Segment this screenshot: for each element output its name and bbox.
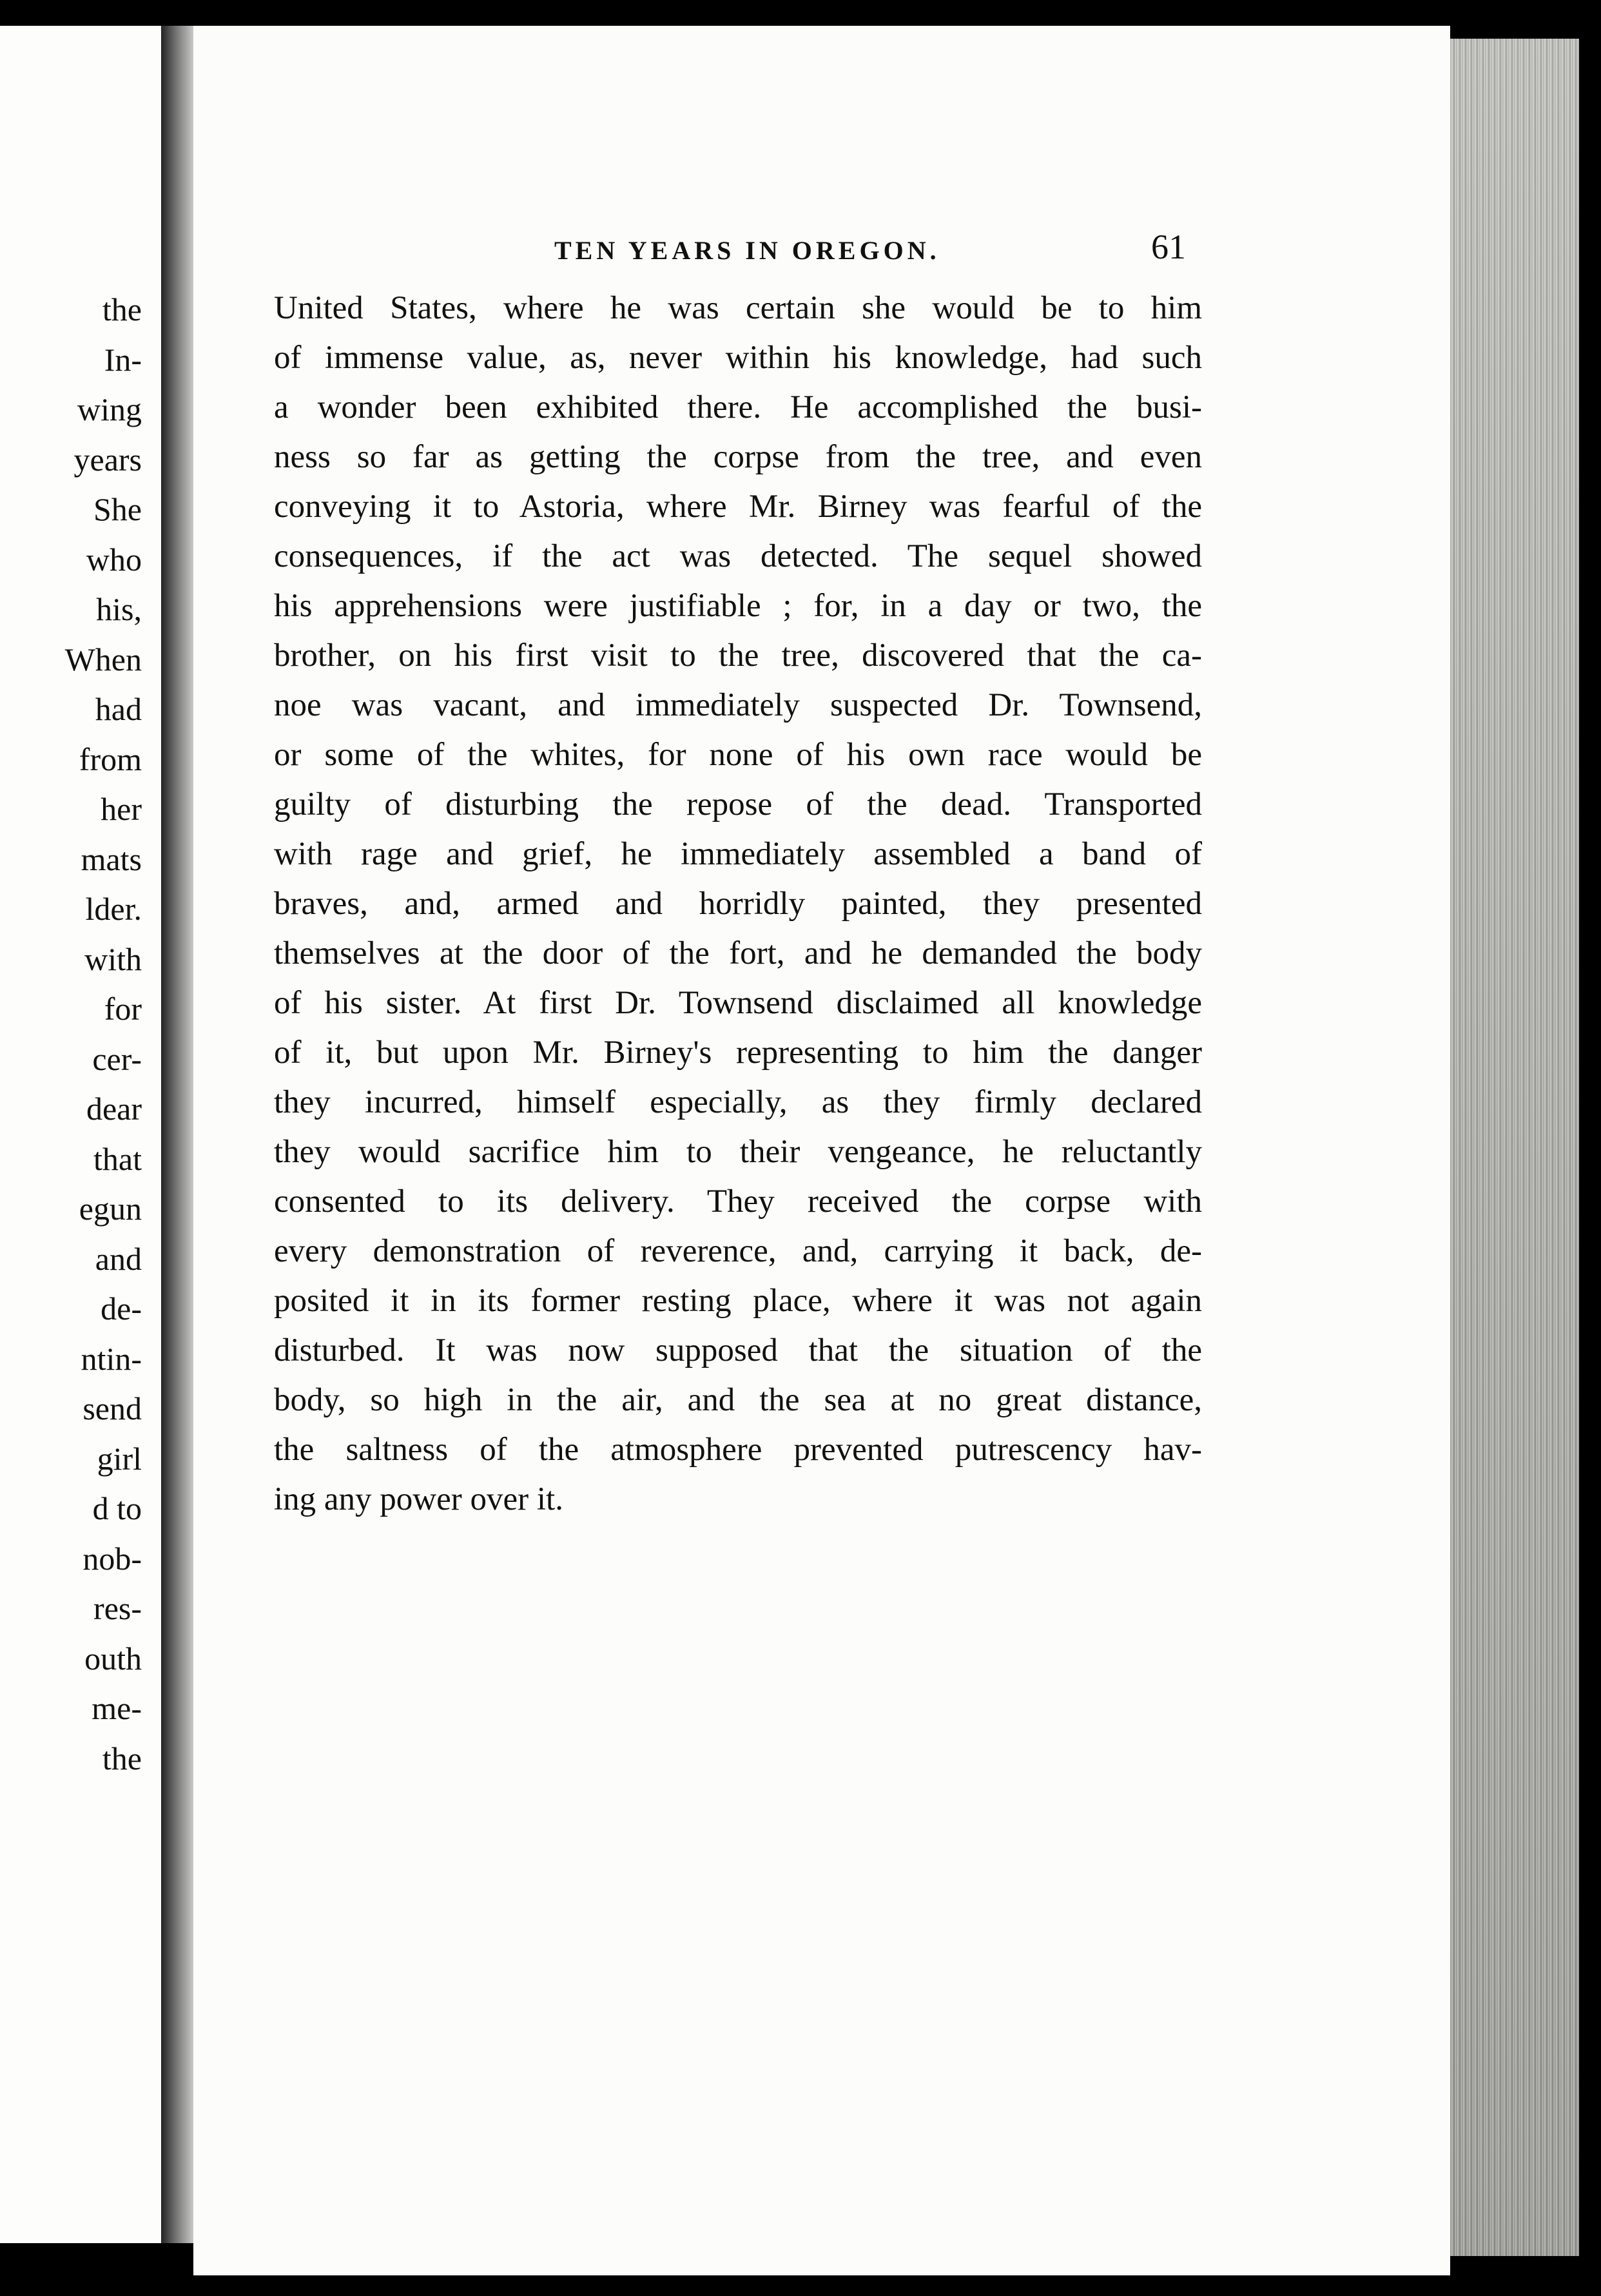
text-line: of it, but upon Mr. Birney's representing to him the danger	[274, 1035, 1202, 1071]
text-line: the saltness of the atmosphere prevented putrescency hav-	[274, 1432, 1202, 1468]
text-line: conveying it to Astoria, where Mr. Birney was fearful of the	[274, 489, 1202, 525]
facing-page-fragment: nob-	[82, 1540, 142, 1577]
text-line: United States, where he was certain she would be to him	[274, 290, 1202, 326]
facing-page-fragment: res-	[93, 1590, 142, 1626]
facing-page-fragment: When	[64, 641, 142, 677]
facing-page-fragment: and	[95, 1240, 142, 1277]
facing-page-fragment: her	[101, 791, 142, 827]
facing-page-fragment: d to	[92, 1490, 142, 1526]
facing-page-fragment: wing	[77, 391, 142, 427]
facing-page-fragment: ntin-	[81, 1340, 142, 1377]
text-line: a wonder been exhibited there. He accomplished the busi-	[274, 389, 1202, 425]
text-line: they incurred, himself especially, as they firmly declared	[274, 1084, 1202, 1120]
page-edges	[1450, 39, 1579, 2256]
text-line: his apprehensions were justifiable ; for, in a day or two, the	[274, 588, 1202, 624]
facing-page-fragment: had	[95, 691, 142, 727]
text-line: brother, on his first visit to the tree, discovered that the ca-	[274, 637, 1202, 674]
facing-page-fragment: his,	[96, 591, 142, 627]
facing-page-fragment: dear	[86, 1091, 142, 1127]
facing-page-fragment: mats	[81, 841, 142, 877]
facing-page-fragment: for	[104, 991, 142, 1027]
text-line: with rage and grief, he immediately assembled a band of	[274, 836, 1202, 872]
facing-page-fragment: with	[84, 940, 142, 977]
text-line: ing any power over it.	[274, 1481, 563, 1517]
facing-page-fragment: girl	[97, 1440, 142, 1477]
text-line: or some of the whites, for none of his own race would be	[274, 737, 1202, 773]
text-line: guilty of disturbing the repose of the dead. Transported	[274, 786, 1202, 822]
text-line: noe was vacant, and immediately suspected Dr. Townsend,	[274, 687, 1202, 723]
body-text	[274, 284, 1202, 1524]
text-line: of his sister. At first Dr. Townsend disclaimed all knowledge	[274, 985, 1202, 1021]
facing-page-fragment: egun	[79, 1191, 142, 1227]
text-line: of immense value, as, never within his knowledge, had such	[274, 340, 1202, 376]
facing-page-fragment: send	[82, 1390, 142, 1426]
facing-page-fragment: She	[93, 491, 142, 527]
text-line: themselves at the door of the fort, and he demanded the body	[274, 935, 1202, 971]
facing-page-fragment: from	[79, 741, 142, 777]
text-line: every demonstration of reverence, and, carrying it back, de-	[274, 1233, 1202, 1269]
facing-page-fragment: years	[73, 441, 142, 478]
facing-page-fragment: that	[93, 1140, 142, 1177]
text-line: braves, and, armed and horridly painted, they presented	[274, 886, 1202, 922]
text-line: disturbed. It was now supposed that the situation of the	[274, 1332, 1202, 1368]
text-line: ness so far as getting the corpse from the tree, and even	[274, 439, 1202, 475]
facing-page-fragment: the	[102, 291, 142, 327]
text-line: posited it in its former resting place, where it was not again	[274, 1283, 1202, 1319]
text-line: body, so high in the air, and the sea at no great distance,	[274, 1382, 1202, 1418]
facing-page-fragment: the	[102, 1740, 142, 1776]
facing-page-fragment: cer-	[92, 1040, 142, 1077]
facing-page-fragment: lder.	[85, 891, 142, 927]
facing-page-fragment: In-	[104, 341, 142, 378]
text-line: consented to its delivery. They received the corpse with	[274, 1183, 1202, 1220]
facing-page-fragment: who	[86, 541, 142, 578]
text-line: consequences, if the act was detected. The sequel showed	[274, 538, 1202, 574]
facing-page-fragment: outh	[84, 1640, 142, 1677]
page-number: 61	[1151, 228, 1186, 266]
text-line: they would sacrifice him to their vengeance, he reluctantly	[274, 1134, 1202, 1170]
facing-page-fragment: me-	[92, 1690, 142, 1726]
facing-page-fragment: de-	[101, 1290, 142, 1327]
facing-page-left	[0, 26, 168, 2243]
running-head: TEN YEARS IN OREGON.	[554, 236, 940, 265]
